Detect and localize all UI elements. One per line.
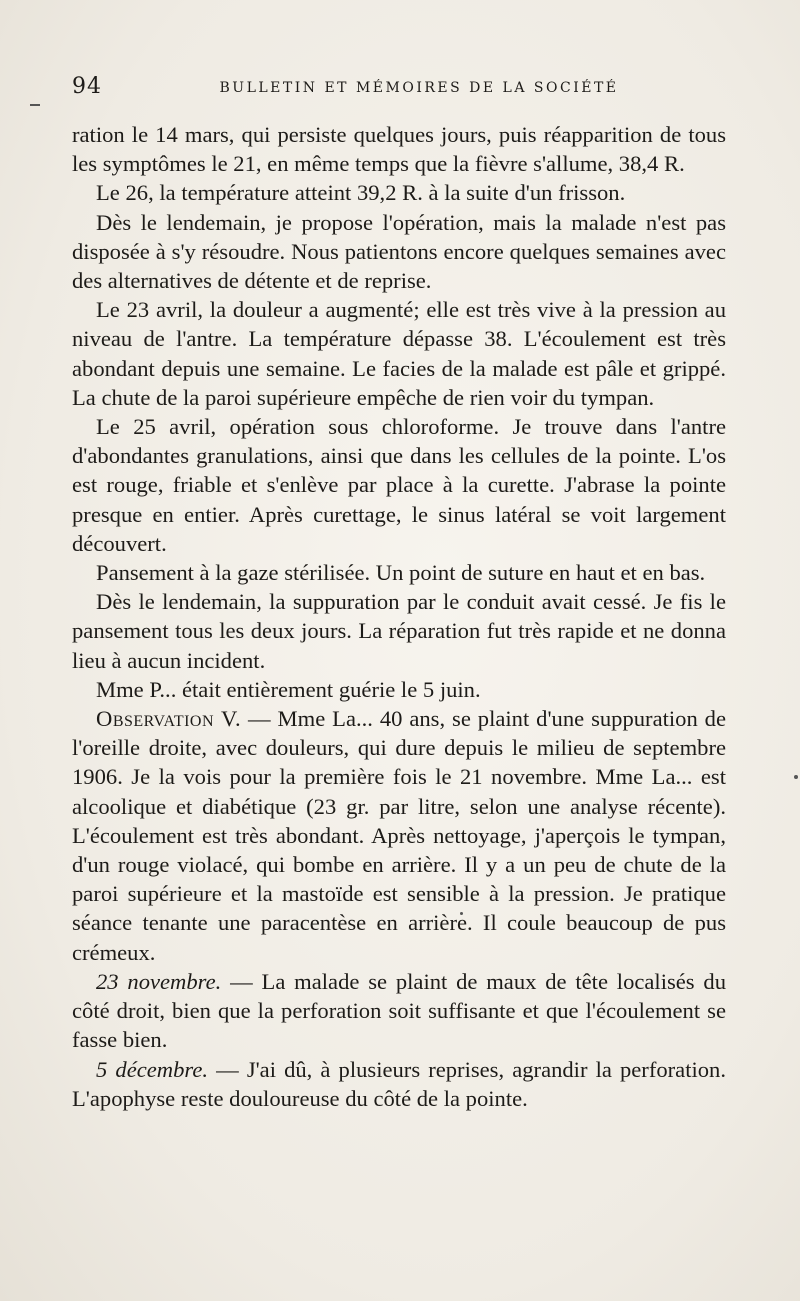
paragraph-text: — J'ai dû, à plusieurs reprises, agrandir la perforation. L'apophyse reste douloureuse du côté de la pointe. bbox=[72, 1056, 726, 1111]
paragraph: ration le 14 mars, qui persiste quelques jours, puis réapparition de tous les symptômes le 21, en même temps que la fièvre s'allume, 38,4 R. bbox=[72, 122, 726, 177]
page-number: 94 bbox=[72, 74, 102, 99]
paragraph: Pansement à la gaze stérilisée. Un point de suture en haut et en bas. bbox=[96, 560, 706, 586]
body-text bbox=[72, 120, 726, 1113]
paragraph: Le 23 avril, la douleur a augmenté; elle est très vive à la pression au niveau de l'antre. La température dépasse 38. L'écoulement est très abondant depuis une semaine. Le facies de la malade est pâle et grippé. La chute de la paroi supérieure empêche de rien voir du tympan. bbox=[72, 297, 726, 410]
date-heading: 23 novembre. bbox=[96, 968, 222, 994]
paragraph: Mme P... était entièrement guérie le 5 juin. bbox=[96, 676, 481, 702]
paragraph: Dès le lendemain, la suppuration par le conduit avait cessé. Je fis le pansement tous les deux jours. La réparation fut très rapide et ne donna lieu à aucun incident. bbox=[72, 589, 726, 673]
observation-heading: Observation V. bbox=[96, 706, 242, 732]
observation-paragraph bbox=[72, 704, 726, 967]
paragraph-text: — La malade se plaint de maux de tête localisés du côté droit, bien que la perforation soit suffisante et que l'écoulement se fasse bien. bbox=[72, 968, 727, 1053]
margin-mark bbox=[30, 104, 40, 106]
running-head: BULLETIN ET MÉMOIRES DE LA SOCIÉTÉ bbox=[219, 80, 619, 96]
date-heading: 5 décembre. bbox=[96, 1056, 209, 1082]
paragraph-text: — Mme La... 40 ans, se plaint d'une suppuration de l'oreille droite, avec douleurs, qui dure depuis le milieu de septembre 1906. Je la vois pour la première fois le 21 novembre. Mme La... est alcoolique et diabétique (23 gr. par litre, selon une analyse récente). L'écoulement est très abondant. Après nettoyage, j'aperçois le tympan, d'un rouge violacé, qui bombe en arrière. Il y a un peu de chute de la paroi supérieure et la mastoïde est sensible à la pression. Je pratique séance tenante une paracentèse en arrière. Il coule beaucoup de pus crémeux. bbox=[72, 706, 726, 965]
margin-dot bbox=[794, 775, 798, 779]
page-header bbox=[72, 74, 726, 104]
paragraph: Le 25 avril, opération sous chloroforme. Je trouve dans l'antre d'abondantes granulations, ainsi que dans les cellules de la pointe. L'os est rouge, friable et s'enlève par place à la curette. J'abrase la pointe presque en entier. Après curettage, le sinus latéral se voit largement découvert. bbox=[72, 414, 726, 556]
dated-paragraph bbox=[72, 967, 726, 1055]
paragraph: Dès le lendemain, je propose l'opération, mais la malade n'est pas disposée à s'y résoudre. Nous patientons encore quelques semaines avec des alternatives de détente et de reprise. bbox=[72, 209, 726, 294]
paragraph: Le 26, la température atteint 39,2 R. à la suite d'un frisson. bbox=[96, 180, 626, 206]
dated-paragraph bbox=[72, 1055, 726, 1113]
